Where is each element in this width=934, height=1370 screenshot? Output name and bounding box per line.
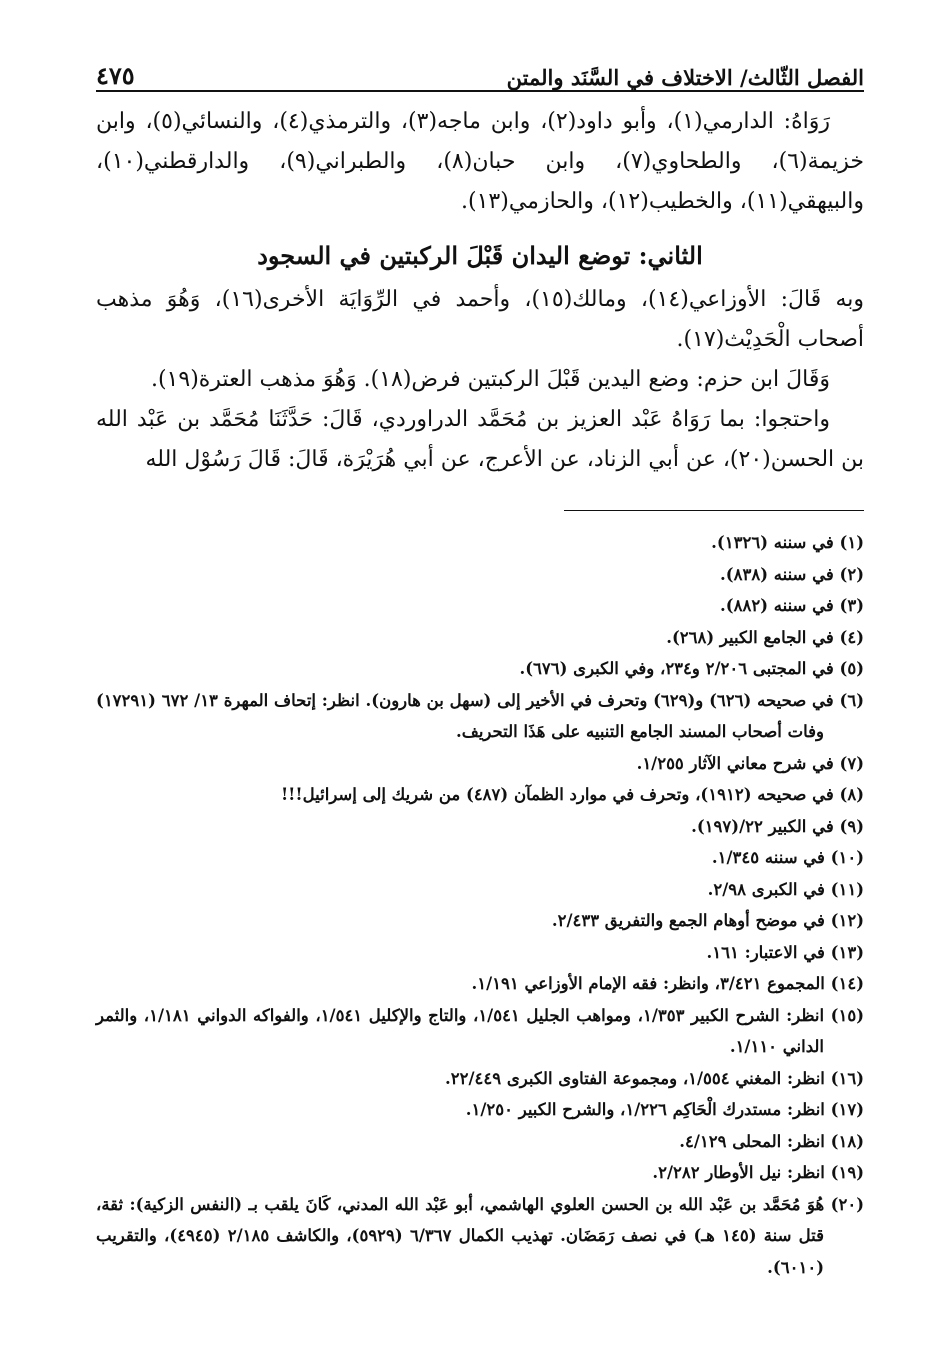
- footnote-8: (٨) في صحيحه (١٩١٢)، وتحرف في موارد الظمآن (٤٨٧) من شريك إلى إسرائيل!!!: [280, 785, 864, 804]
- main-text: [96, 102, 864, 480]
- footnote-19: (١٩) انظر: نيل الأوطار ٢/٢٨٢.: [652, 1163, 864, 1182]
- footnote-12: (١٢) في موضح أوهام الجمع والتفريق ٢/٤٣٣.: [551, 911, 864, 930]
- paragraph-opinion-holders: وبه قَالَ: الأوزاعي(١٤)، ومالك(١٥)، وأحمد في الرِّوَايَة الأخرى(١٦)، وَهُوَ مذهب أصحاب الْحَدِيْث(١٧).: [96, 287, 865, 352]
- footnotes-list: [96, 527, 864, 1283]
- page-number: ٤٧٥: [96, 61, 135, 90]
- section-heading: الثاني: توضع اليدان قَبْلَ الركبتين في السجود: [257, 241, 703, 270]
- footnote-1: (١) في سننه (١٣٢٦).: [711, 533, 864, 552]
- footnote-10: (١٠) في سننه ١/٣٤٥.: [711, 848, 864, 867]
- paragraph-ibn-hazm: وَقَالَ ابن حزم: وضع اليدين قَبْلَ الركبتين فرض(١٨). وَهُوَ مذهب العترة(١٩).: [150, 367, 830, 392]
- footnote-9: (٩) في الكبير ٢٢/(١٩٧).: [691, 816, 864, 836]
- footnote-2: (٢) في سننه (٨٣٨).: [720, 564, 864, 584]
- footnote-20: (٢٠) هُوَ مُحَمَّد بن عَبْد الله بن الحسن العلوي الهاشمي، أبو عَبْد الله المدني، كَانَ يلقب بـ (النفس الزكية): ثقة، قتل سنة (١٤٥ هـ) في نصف رَمَضَان. تهذيب الكمال ٦/٣٦٧ (٥٩٢٩)، والكاشف ٢/١٨٥ (٤٩٤٥)، والتقريب (٦٠١٠).: [96, 1194, 864, 1277]
- page: [96, 40, 864, 1283]
- footnote-17: (١٧) انظر: مستدرك الْحَاكِم ١/٢٢٦، والشرح الكبير ١/٢٥٠.: [465, 1100, 864, 1119]
- footnote-4: (٤) في الجامع الكبير (٢٦٨).: [666, 627, 864, 647]
- footnote-16: (١٦) انظر: المغني ١/٥٥٤، ومجموعة الفتاوى الكبرى ٢٢/٤٤٩.: [444, 1068, 864, 1088]
- footnote-14: (١٤) المجموع ٣/٤٢١، وانظر: فقه الإمام الأوزاعي ١/١٩١.: [471, 974, 864, 993]
- page-header: [96, 40, 864, 92]
- footnote-6: (٦) في صحيحه (٦٢٦) و(٦٢٩) وتحرف في الأخير إلى (سهل بن هارون). انظر: إتحاف المهرة ١٣/ ٦٧٢ (١٧٢٩١) وفات أصحاب المسند الجامع التنبيه على هَذَا التحريف.: [96, 690, 864, 741]
- footnote-15: (١٥) انظر: الشرح الكبير ١/٣٥٣، ومواهب الجليل ١/٥٤١، والتاج والإكليل ١/٥٤١، والفواكه الدواني ١/١٨١، والثمر الداني ١/١١٠.: [96, 1005, 865, 1056]
- footnote-11: (١١) في الكبرى ٢/٩٨.: [707, 879, 864, 899]
- footnote-divider: [564, 510, 864, 511]
- footnote-18: (١٨) انظر: المحلى ٤/١٢٩.: [679, 1131, 864, 1151]
- footnote-5: (٥) في المجتبى ٢/٢٠٦ و٢٣٤، وفي الكبرى (٦٧٦).: [519, 659, 864, 678]
- paragraph-evidence: واحتجوا: بما رَوَاهُ عَبْد العزيز بن مُحَمَّد الدراوردي، قَالَ: حَدَّثَنَا مُحَمَّد بن عَبْد الله بن الحسن(٢٠)، عن أبي الزناد، عن الأعرج، عن أبي هُرَيْرَة، قَالَ: قَالَ رَسُوْل الله: [96, 407, 864, 472]
- footnote-3: (٣) في سننه (٨٨٢).: [720, 596, 864, 615]
- paragraph-narrators: رَوَاهُ: الدارمي(١)، وأبو داود(٢)، وابن ماجه(٣)، والترمذي(٤)، والنسائي(٥)، وابن خزيمة(٦)، والطحاوي(٧)، وابن حبان(٨)، والطبراني(٩)، والدارقطني(١٠)، والبيهقي(١١)، والخطيب(١٢)، والحازمي(١٣).: [96, 109, 864, 214]
- footnote-7: (٧) في شرح معاني الآثار ١/٢٥٥.: [636, 753, 864, 773]
- footnote-13: (١٣) في الاعتبار: ١٦١.: [706, 942, 864, 962]
- running-title: الفصل الثّالث/ الاختلاف في السَّنَد والمتن: [506, 65, 864, 90]
